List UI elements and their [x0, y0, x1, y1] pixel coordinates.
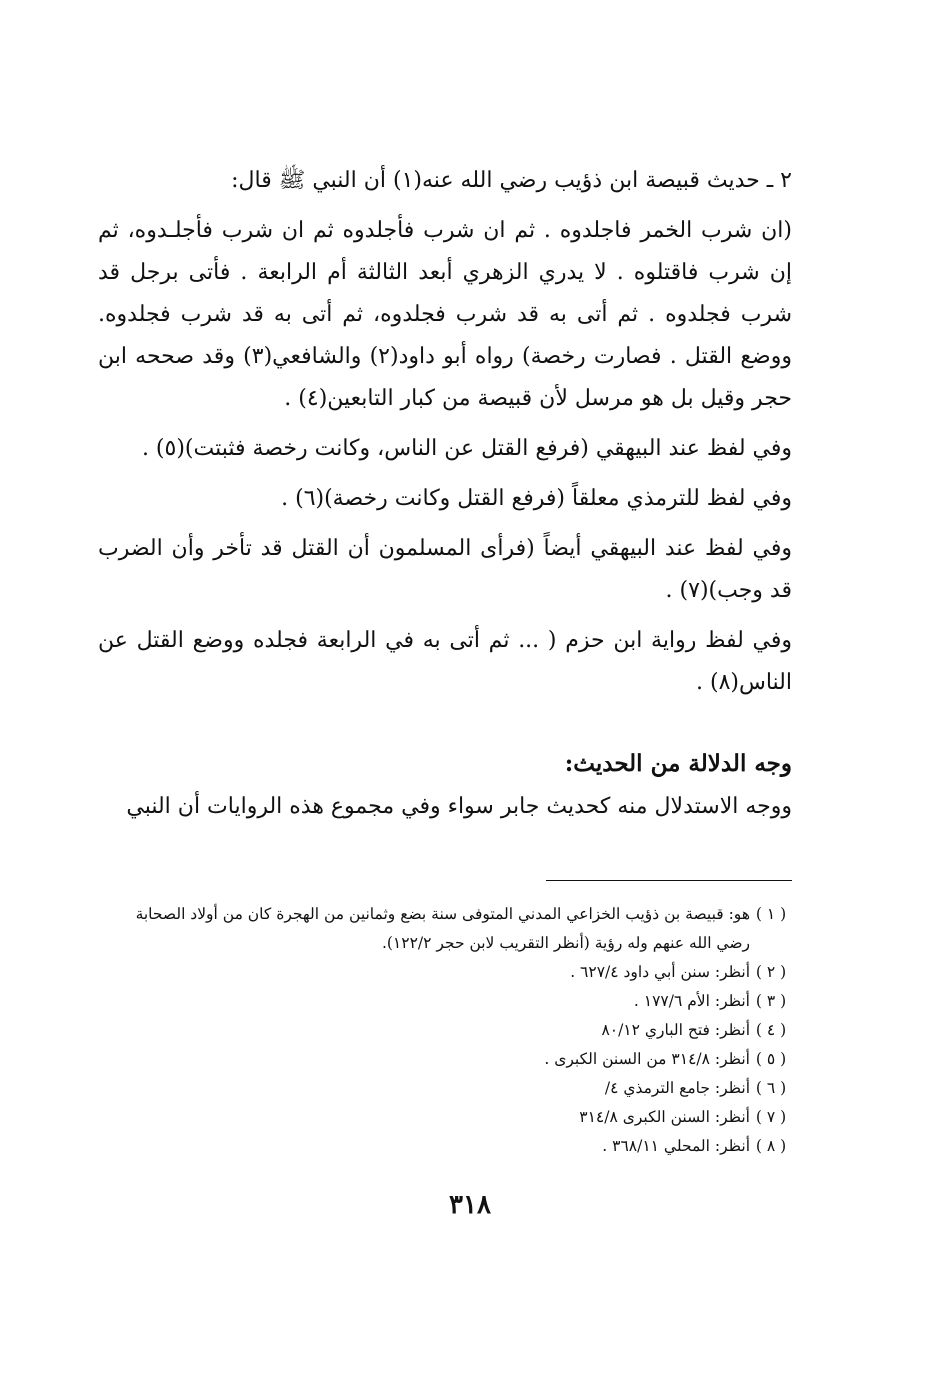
section-heading: وجه الدلالة من الحديث:	[564, 750, 792, 777]
footnote-number: ( ٣ )	[755, 992, 787, 1010]
footnote-text: هو: قبيصة بن ذؤيب الخزاعي المدني المتوفى سنة بضع وثمانين من الهجرة كان من أولاد الصحابة رضي الله عنهم وله رؤية (أنظر التقريب لابن حجر ١٢٢/٢).	[135, 905, 750, 952]
bayhaqi-variant-2: وفي لفظ عند البيهقي أيضاً (فرأى المسلمون أن القتل قد تأخر وأن الضرب قد وجب)(٧) .	[98, 536, 792, 603]
footnote-number: ( ٢ )	[755, 963, 787, 981]
footnote-text: أنظر: ٣١٤/٨ من السنن الكبرى .	[544, 1050, 750, 1068]
page-number: ٣١٨	[449, 1190, 491, 1220]
closing-line: ووجه الاستدلال منه كحديث جابر سواء وفي مجموع هذه الروايات أن النبي	[126, 794, 792, 819]
bayhaqi-variant: وفي لفظ عند البيهقي (فرفع القتل عن الناس، وكانت رخصة فثبتت)(٥) .	[141, 436, 792, 461]
footnote	[98, 958, 792, 987]
footnote-number: ( ١ )	[755, 905, 787, 923]
footnote-divider	[546, 880, 792, 881]
footnote	[98, 1016, 792, 1045]
footnote	[98, 1103, 792, 1132]
footnote-number: ( ٧ )	[755, 1108, 787, 1126]
footnote-text: أنظر: جامع الترمذي ٤/	[604, 1079, 750, 1097]
footnote-number: ( ٨ )	[755, 1137, 787, 1155]
footnote-text: أنظر: سنن أبي داود ٦٢٧/٤ .	[570, 963, 750, 981]
footnote	[98, 1132, 792, 1161]
footnote	[98, 1045, 792, 1074]
ibn-hazm-variant: وفي لفظ رواية ابن حزم ( ... ثم أتى به في الرابعة فجلده ووضع القتل عن الناس(٨) .	[98, 628, 792, 695]
footnote	[98, 1074, 792, 1103]
hadith-text: (ان شرب الخمر فاجلدوه . ثم ان شرب فأجلدوه ثم ان شرب فأجلـدوه، ثم إن شرب فاقتلوه . لا يدري الزهري أبعد الثالثة أم الرابعة . فأتى برجل قد شرب فجلدوه . ثم أتى به قد شرب فجلدوه، ثم أتى به قد شرب فجلدوه. ووضع القتل . فصارت رخصة) رواه أبو داود(٢) والشافعي(٣) وقد صححه ابن حجر وقيل بل هو مرسل لأن قبيصة من كبار التابعين(٤) .	[98, 218, 792, 411]
tirmidhi-variant: وفي لفظ للترمذي معلقاً (فرفع القتل وكانت رخصة)(٦) .	[281, 486, 792, 511]
footnote-text: أنظر: المحلي ٣٦٨/١١ .	[602, 1137, 750, 1155]
footnote	[98, 987, 792, 1016]
footnote-number: ( ٦ )	[755, 1079, 787, 1097]
hadith-intro: ٢ ـ حديث قبيصة ابن ذؤيب رضي الله عنه(١) أن النبي ﷺ قال:	[231, 168, 792, 193]
footnote-text: أنظر: الأم ١٧٧/٦ .	[633, 992, 750, 1010]
footnote-text: أنظر: السنن الكبرى ٣١٤/٨	[579, 1108, 750, 1126]
footnotes	[98, 900, 792, 1161]
main-text	[98, 160, 792, 828]
footnote-number: ( ٥ )	[755, 1050, 787, 1068]
footnote-number: ( ٤ )	[755, 1021, 787, 1039]
footnote-text: أنظر: فتح الباري ٨٠/١٢	[601, 1021, 750, 1039]
footnote	[98, 900, 792, 958]
